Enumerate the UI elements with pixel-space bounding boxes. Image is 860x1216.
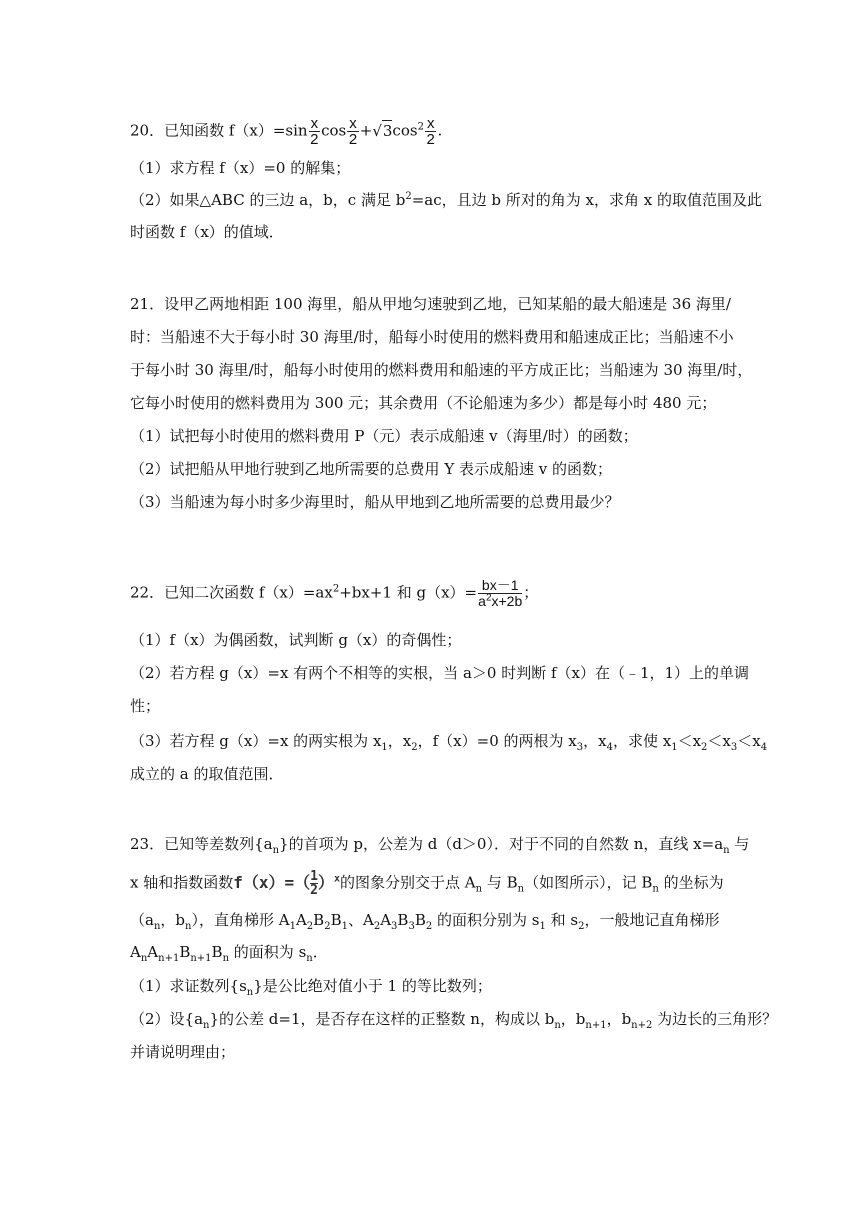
frac-x-over-2-b: $\frac{x}{2}$ bbox=[348, 115, 358, 148]
q21-line2: 时：当船速不大于每小时 30 海里/时，船每小时使用的燃料费用和船速成正比；当船速不小 bbox=[130, 328, 734, 346]
q22-stem: 22．已知二次函数 $f(x)=ax^2+bx+1$ 和 g（x）= $\frac{bx-1}{a^2x+2b}$ ； bbox=[130, 577, 539, 609]
q21-part2: （2）试把船从甲地行驶到乙地所需要的总费用 Y 表示成船速 v 的函数； bbox=[130, 460, 612, 478]
q20-head: 20．已知函数 f（x）=sin bbox=[130, 121, 308, 140]
frac-x-over-2: $\frac{x}{2}$ bbox=[310, 115, 319, 148]
plus-sign: + bbox=[359, 121, 373, 140]
sqrt-3: √3 bbox=[372, 121, 393, 140]
q21-part3: （3）当船速为每小时多少海里时，船从甲地到乙地所需要的总费用最少？ bbox=[130, 493, 620, 511]
q23-part2-cont: 并请说明理由； bbox=[130, 1043, 236, 1061]
q22-part3: （3）若方程 g（x）=x 的两实根为 $x_1$，$x_2$，f（x）=0 的两根为 $x_3$，$x_4$，求使 $x_1<x_2<x_3<x_4$ bbox=[130, 732, 768, 753]
q20-part2-cont: 时函数 f（x）的值域． bbox=[130, 223, 284, 241]
q20-part1: （1）求方程 f（x）=0 的解集； bbox=[130, 159, 351, 177]
q22-part2: （2）若方程 g（x）=x 有两个不相等的实根，当 a＞0 时判断 f（x）在（﹣1，1）上的单调 bbox=[130, 664, 750, 682]
q23-line4: $A_nA_{n+1}B_{n+1}B_n$ 的面积为 $s_n$． bbox=[130, 943, 328, 964]
q23-part1: （1）求证数列$\{s_n\}$是公比绝对值小于 1 的等比数列； bbox=[130, 977, 492, 998]
frac-x-over-2-c: $\frac{x}{2}$ bbox=[426, 115, 435, 148]
q21-line1: 21．设甲乙两地相距 100 海里，船从甲地匀速驶到乙地，已知某船的最大船速是 36 海里/ bbox=[130, 295, 731, 313]
q21-part1: （1）试把每小时使用的燃料费用 P（元）表示成船速 v（海里/时）的函数； bbox=[130, 427, 638, 445]
q23-line2: x 轴和指数函数f（x）=（ $\frac{1}{2}$ ）$^x$的图象分别交于点 $A_n$ 与 $B_n$（如图所示），记 $B_n$ 的坐标为 bbox=[130, 869, 724, 898]
q20-part2: （2）如果△ABC 的三边 a，b，c 满足 $b^2=ac$，且边 b 所对的角为 x，求角 x 的取值范围及此 bbox=[130, 191, 762, 209]
cos-text: cos bbox=[321, 121, 347, 140]
cos-squared: cos bbox=[392, 121, 418, 140]
q23-part2: （2）设$\{a_n\}$的公差 d=1，是否存在这样的正整数 n，构成以 $b_n$，$b_{n+1}$，$b_{n+2}$ 为边长的三角形？ bbox=[130, 1010, 778, 1031]
q21-line4: 它每小时使用的燃料费用为 300 元；其余费用（不论船速为多少）都是每小时 480 元； bbox=[130, 394, 717, 412]
q22-part2-cont: 性； bbox=[130, 697, 161, 715]
frac-g-x: $\frac{bx-1}{a^2x+2b}$ bbox=[478, 577, 523, 609]
q20-stem: 20．已知函数 f（x）=sin $\frac{x}{2}$ cos $\frac{x}{2}$ $+√3\cos^2$ $\frac{x}{2}$ . bbox=[130, 115, 443, 148]
exp-function-image: f（x）=（ $\frac{1}{2}$ ）$^x$ bbox=[233, 869, 341, 898]
q21-line3: 于每小时 30 海里/时，船每小时使用的燃料费用和船速的平方成正比；当船速为 30 海里/时， bbox=[130, 361, 753, 379]
q23-line1: 23．已知等差数列$\{a_n\}$的首项为 p，公差为 d（d＞0）．对于不同的自然数 n，直线 $x=a_n$ 与 bbox=[130, 835, 750, 856]
q23-line3: （$a_n$，$b_n$），直角梯形 $A_1A_2B_2B_1$、$A_2A_3B_3B_2$ 的面积分别为 $s_1$ 和 $s_2$，一般地记直角梯形 bbox=[130, 911, 720, 932]
q22-part3-cont: 成立的 a 的取值范围． bbox=[130, 765, 284, 783]
q22-part1: （1）f（x）为偶函数，试判断 g（x）的奇偶性； bbox=[130, 631, 462, 649]
